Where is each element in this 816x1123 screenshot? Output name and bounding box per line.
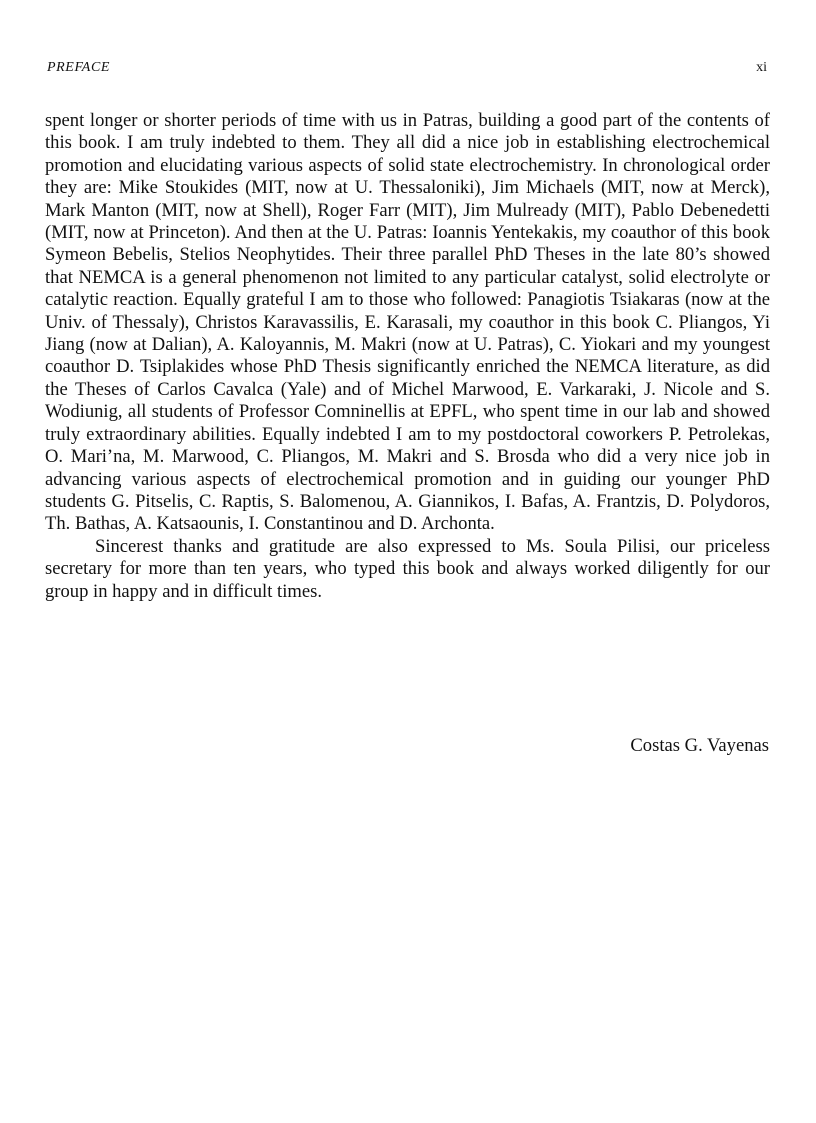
page-number: xi	[756, 60, 767, 75]
preface-body	[45, 110, 770, 603]
paragraph-acknowledgements-students: spent longer or shorter periods of time with us in Patras, building a good part of the contents of this book. I am truly indebted to them. They all did a nice job in establishing electrochemical promotion and elucidating various aspects of solid state electrochemistry. In chronological order they are: Mike Stoukides (MIT, now at U. Thessaloniki), Jim Michaels (MIT, now at Merck), Mark Manton (MIT, now at Shell), Roger Farr (MIT), Jim Mulready (MIT), Pablo Debenedetti (MIT, now at Princeton). And then at the U. Patras: Ioannis Yentekakis, my coauthor of this book Symeon Bebelis, Stelios Neophytides. Their three parallel PhD Theses in the late 80’s showed that NEMCA is a general phenomenon not limited to any particular catalyst, solid electrolyte or catalytic reaction. Equally grateful I am to those who followed: Panagiotis Tsiakaras (now at the Univ. of Thessaly), Christos Karavassilis, E. Karasali, my coauthor in this book C. Pliangos, Yi Jiang (now at Dalian), A. Kaloyannis, M. Makri (now at U. Patras), C. Yiokari and my youngest coauthor D. Tsiplakides whose PhD Thesis significantly enriched the NEMCA literature, as did the Theses of Carlos Cavalca (Yale) and of Michel Marwood, E. Varkaraki, J. Nicole and S. Wodiunig, all students of Professor Comninellis at EPFL, who spent time in our lab and showed truly extraordinary abilities. Equally indebted I am to my postdoctoral coworkers P. Petrolekas, O. Mari’na, M. Marwood, C. Pliangos, M. Makri and S. Brosda who did a very nice job in advancing various aspects of electrochemical promotion and in guiding our younger PhD students G. Pitselis, C. Raptis, S. Balomenou, A. Giannikos, I. Bafas, A. Frantzis, D. Polydoros, Th. Bathas, A. Katsaounis, I. Constantinou and D. Archonta.	[45, 110, 770, 535]
author-signature: Costas G. Vayenas	[630, 735, 769, 756]
running-head: PREFACE	[47, 60, 111, 75]
paragraph-acknowledgements-secretary: Sincerest thanks and gratitude are also expressed to Ms. Soula Pilisi, our priceless secretary for more than ten years, who typed this book and always worked diligently for our group in happy and in difficult times.	[45, 535, 770, 602]
page-header	[47, 60, 767, 80]
